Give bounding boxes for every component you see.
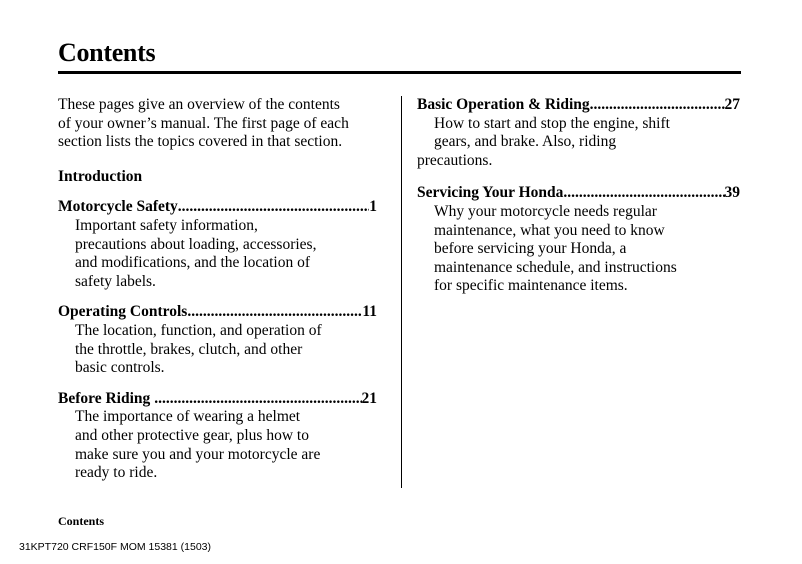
toc-entry-before-riding[interactable] [58, 390, 388, 483]
toc-entry-operating-controls[interactable] [58, 303, 388, 377]
toc-entry-servicing[interactable] [417, 184, 747, 296]
dot-leader [563, 184, 724, 203]
intro-line: of your owner’s manual. The first page of each [58, 114, 349, 132]
description-line: make sure you and your motorcycle are [75, 445, 321, 463]
description-line: precautions about loading, accessories, [75, 235, 317, 253]
intro-line: These pages give an overview of the contents [58, 96, 340, 113]
description-line: maintenance schedule, and instructions [434, 258, 677, 276]
dot-leader [178, 198, 369, 217]
toc-entry-description [58, 408, 388, 482]
description-line: How to start and stop the engine, shift [434, 114, 670, 132]
toc-page-number[interactable]: 39 [724, 184, 740, 202]
toc-entry-title[interactable]: Before Riding [58, 389, 151, 407]
dot-leader [187, 303, 362, 322]
toc-page-number[interactable]: 27 [724, 96, 740, 113]
page-title: Contents [58, 38, 156, 67]
description-line: ready to ride. [75, 464, 158, 482]
dot-leader [590, 96, 725, 115]
title-rule [58, 71, 741, 74]
document-code: 31KPT720 CRF150F MOM 15381 (1503) [19, 541, 212, 553]
intro-line: section lists the topics covered in that section. [58, 133, 343, 151]
description-line: Important safety information, [75, 216, 258, 234]
description-line: safety labels. [75, 272, 156, 290]
toc-entry-heading[interactable] [58, 390, 377, 409]
description-line: The location, function, and operation of [75, 321, 322, 339]
description-line: Why your motorcycle needs regular [434, 202, 657, 220]
toc-entry-heading[interactable] [58, 198, 377, 217]
toc-entry-basic-operation[interactable] [417, 96, 747, 170]
toc-entry-description [58, 217, 388, 291]
section-heading-introduction: Introduction [58, 167, 143, 185]
toc-page-number[interactable]: 21 [361, 389, 377, 407]
toc-entry-title[interactable]: Motorcycle Safety [58, 198, 178, 216]
description-line: maintenance, what you need to know [434, 221, 665, 239]
toc-entry-title[interactable]: Basic Operation & Riding [417, 96, 590, 113]
description-line: basic controls. [75, 359, 165, 377]
description-line: and modifications, and the location of [75, 254, 311, 272]
toc-entry-description [417, 203, 747, 296]
toc-entry-description [58, 322, 388, 378]
right-column [417, 96, 747, 308]
dot-leader [150, 390, 361, 409]
toc-page-number[interactable]: 1 [369, 198, 377, 216]
description-line: for specific maintenance items. [434, 277, 628, 295]
description-line: The importance of wearing a helmet [75, 408, 301, 426]
footer-label: Contents [58, 514, 105, 528]
toc-entry-title[interactable]: Servicing Your Honda [417, 184, 564, 202]
toc-entry-description [417, 115, 747, 171]
toc-entry-heading[interactable] [58, 303, 377, 322]
toc-entry-heading[interactable] [417, 184, 740, 203]
toc-entry-heading[interactable] [417, 96, 740, 115]
toc-page-number[interactable]: 11 [362, 303, 377, 321]
description-line: the throttle, brakes, clutch, and other [75, 340, 303, 358]
toc-entry-title[interactable]: Operating Controls [58, 303, 188, 321]
description-line: gears, and brake. Also, riding [434, 133, 617, 151]
description-line: precautions. [417, 151, 493, 169]
column-divider [401, 96, 402, 488]
toc-entry-motorcycle-safety[interactable] [58, 198, 388, 291]
left-column [58, 96, 388, 495]
intro-paragraph [58, 96, 386, 152]
description-line: before servicing your Honda, a [434, 240, 627, 258]
description-line: and other protective gear, plus how to [75, 426, 309, 444]
